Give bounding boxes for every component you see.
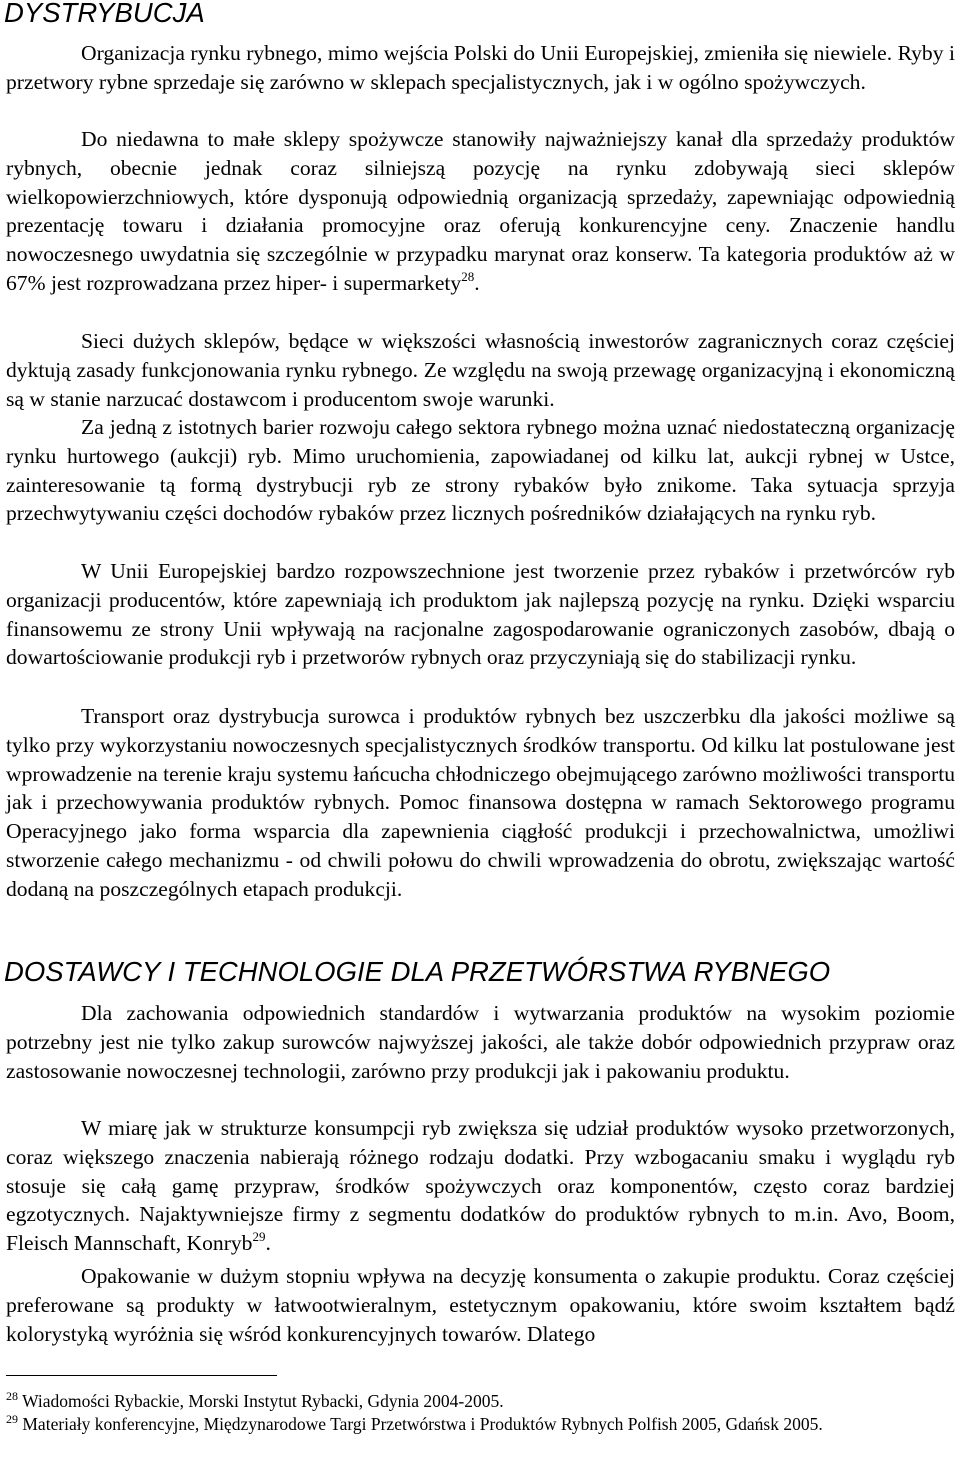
footnote-ref-29[interactable]: 29 xyxy=(252,1229,266,1244)
paragraph: Transport oraz dystrybucja surowca i produktów rybnych bez uszczerbku dla jakości możliwe są tylko przy wykorzystaniu nowoczesnych specjalistycznych środków transportu. Od kilku lat postulowane jest wprowadzenie na terenie kraju systemu łańcucha chłodniczego obejmującego zarówno możliwości transportu jak i przechowywania produktów rybnych. Pomoc finansowa dostępna w ramach Sektorowego programu Operacyjnego jako forma wsparcia dla zapewnienia ciągłość produkcji i przechowalnictwa, umożliwi stworzenie całego mechanizmu - od chwili połowu do chwili wprowadzenia do obrotu, zwiększając wartość dodaną na poszczególnych etapach produkcji. xyxy=(6,704,955,901)
paragraph-text-end: . xyxy=(474,270,480,295)
footnote-number: 29 xyxy=(6,1411,18,1426)
paragraph-text: Do niedawna to małe sklepy spożywcze stanowiły najważniejszy kanał dla sprzedaży produktów rybnych, obecnie jednak coraz silniejszą pozycję na rynku zdobywają sieci sklepów wielkopowierzchniowych, które dysponują odpowiednią organizacją sprzedaży, zapewniając odpowiednią prezentację towaru i działania promocyjne oraz oferują konkurencyjne ceny. Znaczenie handlu nowoczesnego uwydatnia się szczególnie w przypadku marynat oraz konserw. Ta kategoria produktów aż w 67% jest rozprowadzana przez hiper- i supermarkety xyxy=(6,127,955,295)
paragraph xyxy=(6,125,955,298)
section-heading-suppliers: DOSTAWCY I TECHNOLOGIE DLA PRZETWÓRSTWA RYBNEGO xyxy=(4,956,831,987)
footnote-29 xyxy=(6,1413,955,1436)
footnote-text: Wiadomości Rybackie, Morski Instytut Rybacki, Gdynia 2004-2005. xyxy=(22,1391,504,1411)
paragraph: Za jedną z istotnych barier rozwoju całego sektora rybnego można uznać niedostateczną organizację rynku hurtowego (aukcji) ryb. Mimo uruchomienia, zapowiadanej od kilku lat, aukcji rybnej w Ustce, zainteresowanie tą formą dystrybucji ryb ze strony rybaków było znikome. Taka sytuacja sprzyja przechwytywaniu części dochodów rybaków przez licznych pośredników działających na rynku ryb. xyxy=(6,415,955,526)
section-heading-distribution: DYSTRYBUCJA xyxy=(4,0,205,28)
paragraph: W Unii Europejskiej bardzo rozpowszechnione jest tworzenie przez rybaków i przetwórców ryb organizacji producentów, które zapewniają ich produktom jak najlepszą pozycję na rynku. Dzięki wsparciu finansowemu ze strony Unii wpływają na racjonalne zagospodarowanie ograniczonych zasobów, dbają o dowartościowanie produkcji ryb i przetworów rybnych oraz przyczyniają się do stabilizacji rynku. xyxy=(6,559,955,670)
paragraph: Sieci dużych sklepów, będące w większości własnością inwestorów zagranicznych coraz częściej dyktują zasady funkcjonowania rynku rybnego. Ze względu na swoją przewagę organizacyjną i ekonomiczną są w stanie narzucać dostawcom i producentom swoje warunki. xyxy=(6,329,955,411)
footnote-text: Materiały konferencyjne, Międzynarodowe Targi Przetwórstwa i Produktów Rybnych Polfish 2005, Gdańsk 2005. xyxy=(22,1413,823,1434)
footnote-28 xyxy=(6,1390,955,1413)
footnote-number: 28 xyxy=(6,1389,18,1404)
footnote-separator xyxy=(6,1375,277,1376)
paragraph-text: W miarę jak w strukturze konsumpcji ryb zwiększa się udział produktów wysoko przetworzonych, coraz większego znaczenia nabierają różnego rodzaju dodatki. Przy wzbogacaniu smaku i wyglądu ryb stosuje się całą gamę przypraw, środków spożywczych oraz komponentów, często coraz bardziej egzotycznych. Najaktywniejsze firmy z segmentu dodatków do produktów rybnych to m.in. Avo, Boom, Fleisch Mannschaft, Konryb xyxy=(6,1116,955,1256)
paragraph-text-end: . xyxy=(265,1231,271,1256)
footnotes xyxy=(6,1390,955,1435)
footnote-ref-28[interactable]: 28 xyxy=(461,268,475,284)
paragraph: Opakowanie w dużym stopniu wpływa na decyzję konsumenta o zakupie produktu. Coraz częściej preferowane są produkty w łatwootwieralnym, estetycznym opakowaniu, które swoim kształtem bądź kolorystyką wyróżnia się wśród konkurencyjnych towarów. Dlatego xyxy=(6,1264,955,1346)
paragraph: Organizacja rynku rybnego, mimo wejścia Polski do Unii Europejskiej, zmieniła się niewiele. Ryby i przetwory rybne sprzedaje się zarówno w sklepach specjalistycznych, jak i w ogólno spożywczych. xyxy=(6,41,955,94)
paragraph xyxy=(6,1114,955,1258)
paragraph: Dla zachowania odpowiednich standardów i wytwarzania produktów na wysokim poziomie potrzebny jest nie tylko zakup surowców najwyższej jakości, ale także dobór odpowiednich przypraw oraz zastosowanie nowoczesnej technologii, zarówno przy produkcji jak i pakowaniu produktu. xyxy=(6,1001,955,1083)
